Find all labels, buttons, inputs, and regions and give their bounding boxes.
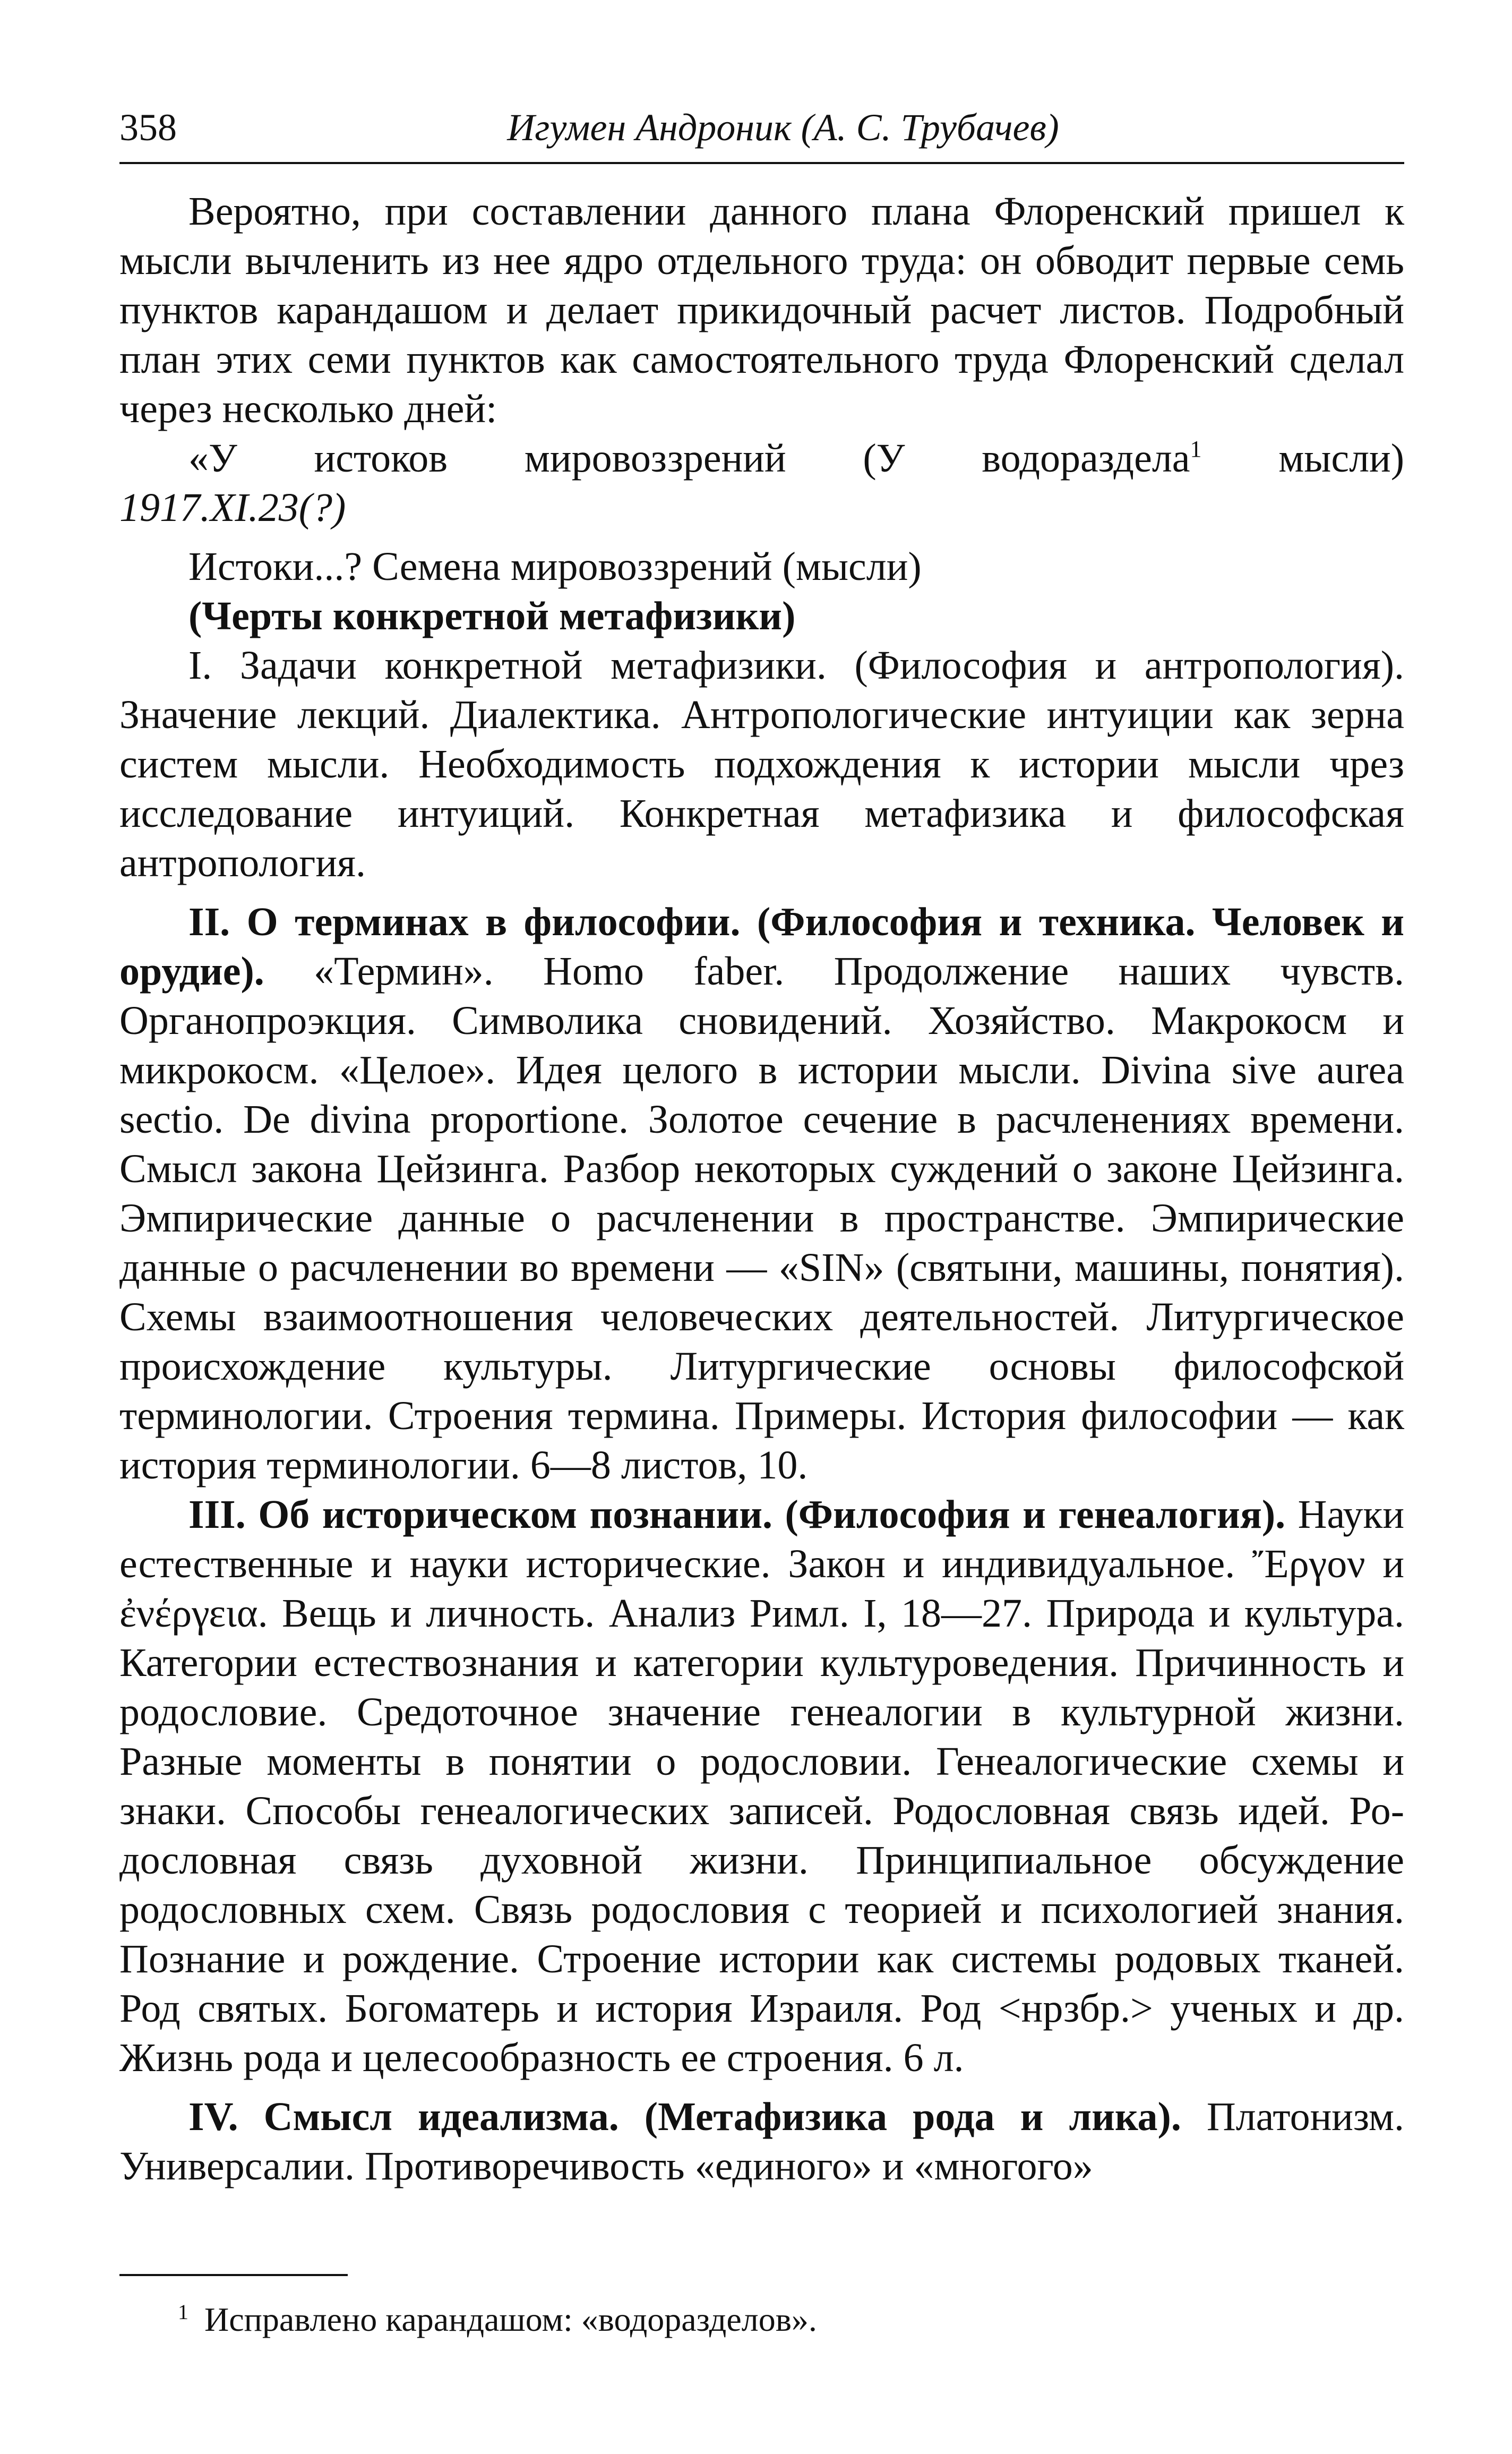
quote-title-end: мысли) — [1201, 436, 1405, 481]
footnote-rule — [119, 2274, 348, 2276]
section-4-heading: IV. Смысл идеализма. (Метафизика рода и лика). — [188, 2094, 1181, 2139]
footnote-mark: 1 — [178, 2300, 188, 2324]
section-3 — [119, 1490, 1404, 2083]
sources-line: Истоки...? Семена мировоззрений (мысли) — [188, 544, 922, 589]
spacer — [119, 533, 1404, 542]
quote-title-text: «У истоков мировоззрений (У водораздела — [188, 436, 1190, 481]
section-2 — [119, 897, 1404, 1490]
subtitle-line: (Черты конкретной метафизики) — [188, 594, 796, 638]
paragraph-intro: Вероятно, при составлении данного плана Флоренский пришел к мысли вычленить из нее ядро отдельного труда: он обводит первые семь пунктов карандашом и делает прикидочный расчет листов. Подробный план этих семи пунктов как самостоятельного труда Флоренский сделал через несколько дней: — [119, 189, 1404, 431]
section-4 — [119, 2092, 1404, 2191]
spacer — [119, 2083, 1404, 2092]
spacer — [119, 888, 1404, 897]
section-2-heading: II. О терминах в философии. (Философия и техника. Человек и орудие). — [119, 900, 1404, 994]
section-4-text: Платонизм. Универсалии. Противоречивость «единого» и «многого» — [119, 2094, 1404, 2188]
section-1: I. Задачи конкретной метафизики. (Философия и антропология). Значение лекций. Диалектика. Антропологические интуиции как зерна систем мысли. Необходимость подхождения к истории мысли чрез исследование интуиций. Конкретная метафизика и философская антропология. — [119, 643, 1404, 885]
section-3-text: Науки естественные и науки исторические. Закон и индивидуальное. Ἔργον и ἐνέργεια. Вещь и личность. Анализ Римл. I, 18—27. Природа и культура. Категории естествознания и категории культуроведения. Причинность и родословие. Средоточное значение генеалогии в культурной жизни. Разные моменты в понятии о родословии. Генеалогические схемы и знаки. Способы генеалогических записей. Родословная связь идей. Родословная связь духовной жизни. Принципиальное обсуждение родословных схем. Связь родословия с теорией и психологией знания. Познание и рождение. Строение истории как системы родовых тканей. Род святых. Богоматерь и история Израиля. Род <нрзбр.> ученых и др. Жизнь рода и целесообразность ее строения. 6 л. — [119, 1492, 1405, 2080]
quote-title-line — [119, 434, 1404, 483]
footnote-reference: 1 — [1190, 436, 1202, 462]
section-3-heading: III. Об историческом познании. (Философия и генеалогия). — [188, 1492, 1286, 1537]
page-number: 358 — [119, 106, 177, 149]
main-text — [119, 187, 1404, 2191]
running-head: Игумен Андроник (А. С. Трубачев) — [507, 106, 1059, 149]
section-2-text: «Термин». Homo faber. Продолжение наших чувств. Органопроэкция. Символика сновидений. Хозяйство. Макрокосм и микрокосм. «Целое». Идея целого в истории мысли. Divina sive aurea sectio. De divina proportione. Золотое сечение в расчленениях времени. Смысл закона Цейзинга. Разбор некоторых суждений о законе Цейзинга. Эмпирические данные о расчленении в пространстве. Эмпирические данные о расчленении во времени — «SIN» (святыни, машины, понятия). Схемы взаимоотношения человеческих деятельностей. Литургическое происхождение культуры. Литургические основы философской терминологии. Строения термина. Примеры. История философии — как история терминологии. 6—8 листов, 10. — [119, 949, 1404, 1487]
header-rule — [119, 162, 1404, 164]
date-line: 1917.XI.23(?) — [119, 485, 346, 530]
footnote-text: Исправлено карандашом: «водоразделов». — [204, 2301, 817, 2338]
page-header — [119, 101, 1404, 159]
footnote — [178, 2299, 1346, 2340]
